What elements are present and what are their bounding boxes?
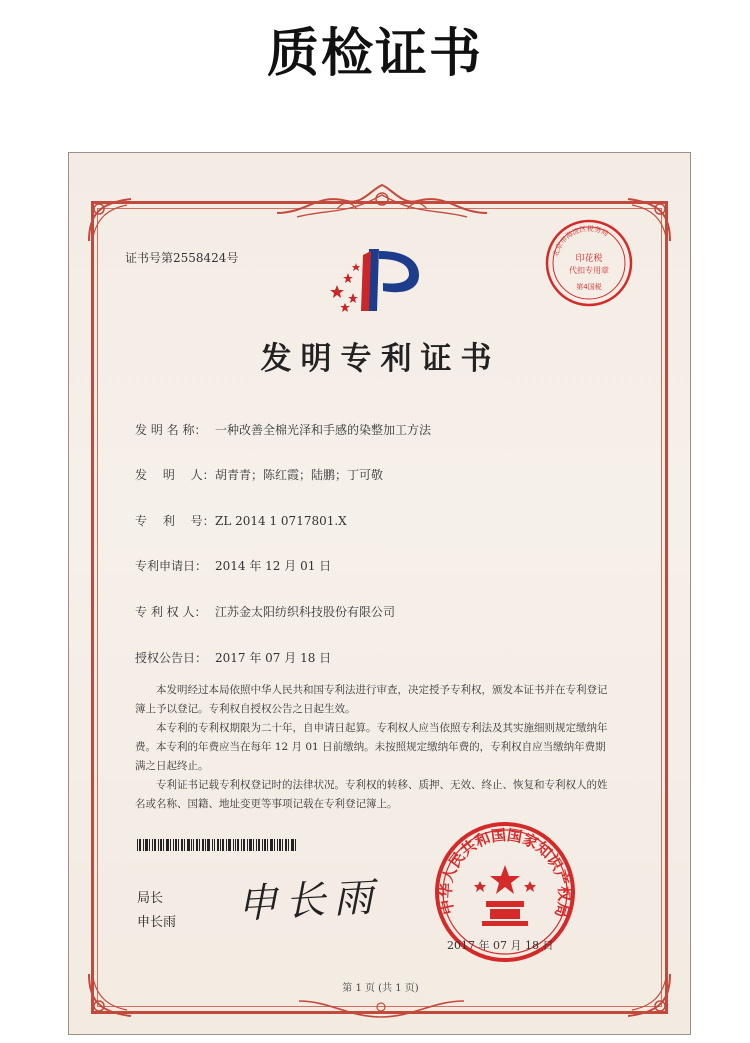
field-label: 发 明 人： — [135, 468, 215, 482]
field-inventors — [135, 466, 383, 483]
director-title: 局长 — [137, 891, 164, 906]
svg-text:北京市海淀区税务局 — [551, 224, 610, 258]
field-value: 2014 年 12 月 01 日 — [215, 559, 332, 573]
seal-grant-date: 2017 年 07 月 18 日 — [447, 939, 554, 952]
cnipa-logo-icon — [323, 245, 433, 317]
barcode-icon — [137, 839, 299, 851]
field-patentee — [135, 603, 395, 620]
field-grant-date — [135, 649, 331, 666]
tax-stamp-arc-text: 北京市海淀区税务局 — [551, 224, 610, 258]
field-value: 2017 年 07 月 18 日 — [215, 651, 332, 665]
field-label: 发 明 名 称： — [135, 423, 207, 437]
field-value: 胡青青；陈红霞；陆鹏；丁可敬 — [215, 468, 384, 482]
field-patent-number — [135, 512, 347, 529]
certificate-number: 证书号第2558424号 — [125, 251, 239, 265]
body-paragraph: 本专利的专利权期限为二十年，自申请日起算。专利权人应当依照专利法及其实施细则规定缴纳年费。本专利的年费应当在每年 12 月 01 日前缴纳。未按照规定缴纳年费的，专利权自应当缴纳年费期满之日起终止。 — [135, 722, 608, 772]
certificate-title: 发明专利证书 — [260, 341, 501, 377]
bottom-ornament-icon — [299, 995, 464, 1021]
tax-stamp-inner-text-2: 代扣专用章 — [569, 266, 609, 275]
director-signature: 申长雨 — [236, 874, 383, 928]
field-value: 一种改善全棉光泽和手感的染整加工方法 — [215, 423, 432, 437]
patent-certificate — [68, 152, 691, 1035]
field-invention-name — [135, 421, 431, 438]
certificate-body-text — [135, 681, 611, 814]
field-label: 专 利 号： — [135, 514, 215, 528]
field-value: 江苏金太阳纺织科技股份有限公司 — [215, 605, 396, 619]
page-heading: 质检证书 — [266, 24, 483, 84]
field-label: 专利申请日： — [135, 559, 208, 573]
top-ornament-icon — [277, 179, 487, 223]
field-label: 专 利 权 人： — [135, 605, 207, 619]
field-value: ZL 2014 1 0717801.X — [215, 514, 347, 528]
field-application-date — [135, 557, 331, 574]
director-name: 申长雨 — [137, 915, 177, 930]
tax-stamp-bottom-text: 第4国税 — [576, 283, 602, 291]
seal-arc-text: 中华人民共和国国家知识产权局 — [436, 825, 574, 920]
tax-stamp-seal-icon — [543, 217, 635, 309]
body-paragraph: 专利证书记载专利权登记时的法律状况。专利权的转移、质押、无效、终止、恢复和专利权人的姓名或名称、国籍、地址变更等事项记载在专利登记簿上。 — [135, 779, 608, 810]
field-label: 授权公告日： — [135, 651, 208, 665]
corner-ornament-icon — [87, 197, 133, 243]
body-paragraph: 本发明经过本局依照中华人民共和国专利法进行审查，决定授予专利权，颁发本证书并在专利登记簿上予以登记。专利权自授权公告之日起生效。 — [135, 684, 608, 715]
page-footer: 第 1 页 (共 1 页) — [342, 983, 419, 994]
tax-stamp-inner-text: 印花税 — [575, 254, 603, 264]
